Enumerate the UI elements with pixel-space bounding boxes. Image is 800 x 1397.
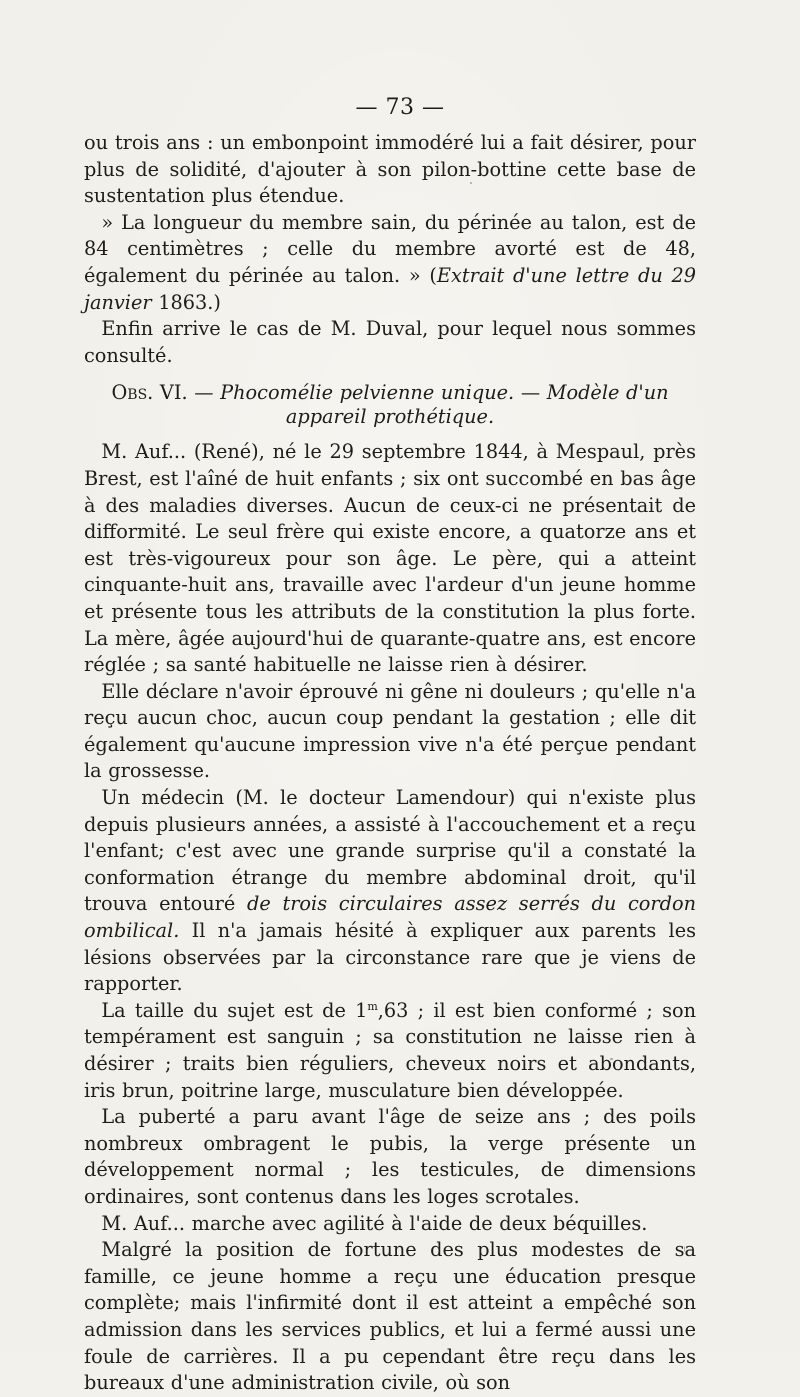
paragraph-4-start: La taille du sujet est de 1 <box>101 998 368 1022</box>
page-text <box>84 130 696 1397</box>
meter-superscript: m <box>367 999 378 1013</box>
quote-source-year: 1863.) <box>151 290 221 314</box>
paragraph-4-end: ,63 ; il est bien conformé ; son tempérament est sanguin ; sa constitution ne laisse rien à désirer ; traits bien réguliers, cheveux noirs et abondants, iris brun, poitrine large, musculature bien développée. <box>84 998 697 1102</box>
observation-heading <box>84 381 696 429</box>
paper-fleck <box>684 1246 685 1252</box>
body-paragraph-3 <box>84 785 696 998</box>
body-paragraph-4 <box>84 998 696 1104</box>
observation-title-part1: Phocomélie pelvienne unique. <box>220 381 515 405</box>
continuation-paragraph: ou trois ans : un embonpoint immodéré lui a fait désirer, pour plus de solidité, d'ajouter à son pilon-bottine cette base de sustentation plus étendue. <box>84 131 696 208</box>
body-paragraph-6: M. Auf... marche avec agilité à l'aide de deux béquilles. <box>101 1211 648 1235</box>
paragraph-3-end: Il n'a jamais hésité à expliquer aux parents les lésions observées par la circonstance rare que je viens de rapporter. <box>84 919 696 996</box>
body-paragraph-7: Malgré la position de fortune des plus modestes de sa famille, ce jeune homme a reçu une éducation presque complète; mais l'infirmité dont il est atteint a empêché son admission dans les services publics, et lui a fermé aussi une foule de carrières. Il a pu cependant être reçu dans les bureaux d'une administration civile, où son <box>84 1238 696 1395</box>
paper-fleck <box>325 1278 329 1280</box>
paragraph-3-start: Un médecin (M. le docteur Lamendour) qui n'existe plus depuis plusieurs années, a assisté à l'accouchement et a reçu l'enfant; c'est avec une grande surprise qu'il a constaté la conformation étrange du membre abdominal droit, qu'il trouva entouré <box>84 786 696 916</box>
paper-fleck <box>470 182 472 184</box>
heading-dash-2: — <box>514 381 547 405</box>
body-paragraph-5: La puberté a paru avant l'âge de seize ans ; des poils nombreux ombragent le pubis, la verge présente un développement normal ; les testicules, de dimensions ordinaires, sont contenus dans les loges scrotales. <box>84 1105 696 1208</box>
body-paragraph-1: M. Auf... (René), né le 29 septembre 1844, à Mespaul, près Brest, est l'aîné de huit enfants ; six ont succombé en bas âge à des maladies diverses. Aucun de ceux-ci ne présentait de difformité. Le seul frère qui existe encore, a quatorze ans et est très-vigoureux pour son âge. Le père, qui a atteint cinquante-huit ans, travaille avec l'ardeur d'un jeune homme et présente tous les attributs de la constitution la plus forte. La mère, âgée aujourd'hui de quarante-quatre ans, est encore réglée ; sa santé habituelle ne laisse rien à désirer. <box>84 440 696 677</box>
observation-title-part2: Modèle d'un appareil prothétique. <box>285 381 669 429</box>
observation-label: Obs. VI. <box>111 381 188 405</box>
quote-source: Extrait d'une lettre du 29 janvier <box>84 263 696 314</box>
paper-fleck <box>610 1058 613 1060</box>
quote-paragraph <box>84 210 696 316</box>
paragraph-3-italic: de trois circulaires assez serrés du cordon ombilical. <box>84 892 696 943</box>
heading-dash: — <box>187 381 221 405</box>
transition-paragraph: Enfin arrive le cas de M. Duval, pour lequel nous sommes consulté. <box>84 317 696 367</box>
quote-text: » La longueur du membre sain, du périnée au talon, est de 84 centimètres ; celle du membre avorté est de 48, également du périnée au talon. » ( <box>84 210 696 287</box>
body-paragraph-2: Elle déclare n'avoir éprouvé ni gêne ni douleurs ; qu'elle n'a reçu aucun choc, aucun coup pendant la gestation ; elle dit également qu'aucune impression vive n'a été perçue pendant la grossesse. <box>84 679 696 783</box>
page-number: — 73 — <box>355 95 445 120</box>
